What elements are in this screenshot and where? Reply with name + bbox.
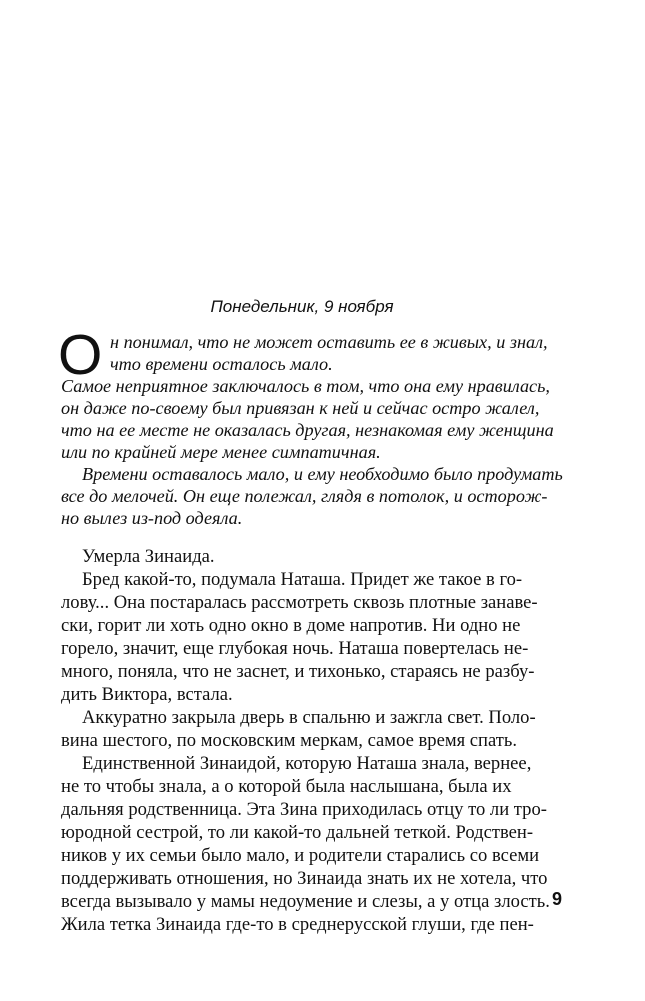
body-line: дальняя родственница. Эта Зина приходилась отцу то ли тро- xyxy=(61,799,547,820)
body-line: Единственной Зинаидой, которую Наташа знала, вернее, xyxy=(82,753,532,774)
epigraph-line: что времени осталось мало. xyxy=(110,354,333,374)
drop-cap: О xyxy=(58,323,103,387)
body-line: Бред какой-то, подумала Наташа. Придет же такое в го- xyxy=(82,569,523,590)
epigraph-line: что на ее месте не оказалась другая, незнакомая ему женщина xyxy=(61,420,554,440)
body-line: горело, значит, еще глубокая ночь. Наташа повертелась не- xyxy=(61,638,529,659)
body-line: лову... Она постаралась рассмотреть сквозь плотные занаве- xyxy=(61,592,538,613)
epigraph-line: но вылез из-под одеяла. xyxy=(61,508,243,528)
body-line: дить Виктора, встала. xyxy=(61,684,233,705)
epigraph-line: Самое неприятное заключалось в том, что она ему нравилась, xyxy=(61,376,550,396)
body-line: юродной сестрой, то ли какой-то дальней теткой. Родствен- xyxy=(61,822,534,843)
epigraph-line: Времени оставалось мало, и ему необходимо было продумать xyxy=(82,464,563,484)
body-line: не то чтобы знала, а о которой была наслышана, была их xyxy=(61,776,512,797)
body-line: Аккуратно закрыла дверь в спальню и зажгла свет. Поло- xyxy=(82,707,536,728)
chapter-heading: Понедельник, 9 ноября xyxy=(210,297,394,316)
epigraph-line: он даже по-своему был привязан к ней и сейчас остро жалел, xyxy=(61,398,540,418)
body-line: вина шестого, по московским меркам, самое время спать. xyxy=(61,730,518,751)
body-line: много, поняла, что не заснет, и тихонько, стараясь не разбу- xyxy=(61,661,535,682)
body-line: всегда вызывало у мамы недоумение и слезы, а у отца злость. xyxy=(61,891,550,912)
epigraph-line: или по крайней мере менее симпатичная. xyxy=(61,442,381,462)
body-line: Жила тетка Зинаида где-то в среднерусской глуши, где пен- xyxy=(61,914,534,935)
epigraph-line: все до мелочей. Он еще полежал, глядя в потолок, и осторож- xyxy=(61,486,548,506)
epigraph-line: н понимал, что не может оставить ее в живых, и знал, xyxy=(110,332,548,352)
page-number: 9 xyxy=(552,889,563,909)
body-line: Умерла Зинаида. xyxy=(82,546,215,567)
body-line: ников у их семьи было мало, и родители старались со всеми xyxy=(61,845,540,866)
body-line: ски, горит ли хоть одно окно в доме напротив. Ни одно не xyxy=(61,615,521,636)
body-line: поддерживать отношения, но Зинаида знать их не хотела, что xyxy=(61,868,548,889)
